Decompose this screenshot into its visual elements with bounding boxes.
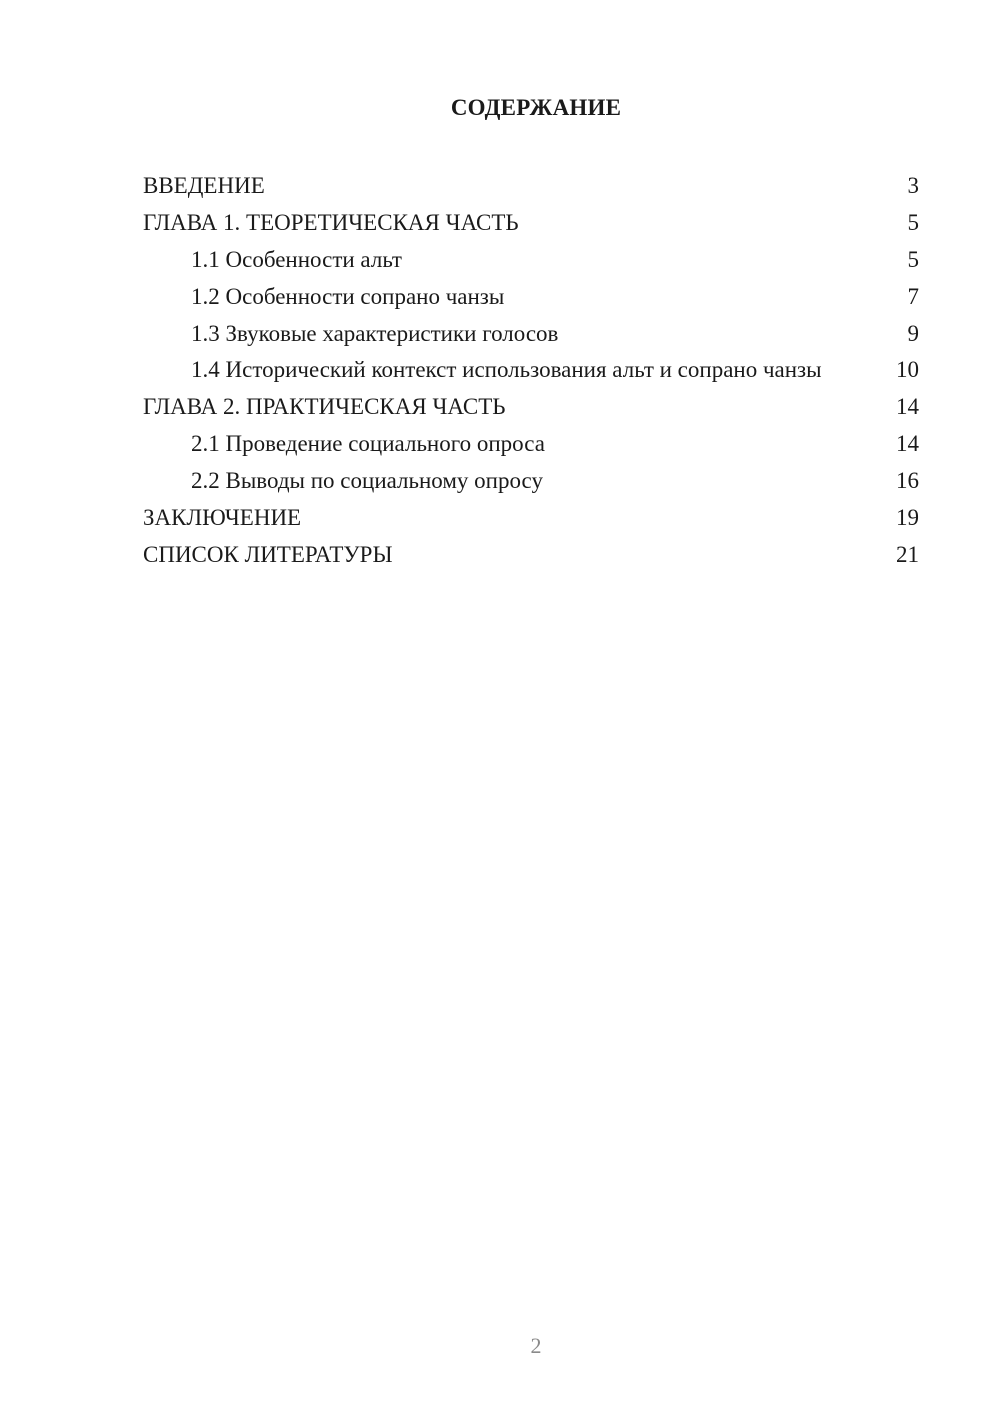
- toc-entry-label: 1.2 Особенности сопрано чанзы: [191, 284, 505, 309]
- toc-entry-chapter-1[interactable]: [143, 204, 919, 241]
- toc-entry-label: 2.1 Проведение социального опроса: [191, 431, 545, 456]
- toc-entry-label: 1.4 Исторический контекст использования альт и сопрано чанзы: [191, 357, 822, 382]
- toc-entry-page: 10: [896, 357, 919, 382]
- toc-entry-section-2-2[interactable]: [143, 462, 919, 499]
- toc-entry-page: 21: [896, 542, 919, 567]
- toc-entry-label: ГЛАВА 2. ПРАКТИЧЕСКАЯ ЧАСТЬ: [143, 394, 506, 419]
- toc-entry-introduction[interactable]: [143, 167, 919, 204]
- page-number: 2: [530, 1333, 542, 1358]
- toc-entry-page: 14: [896, 394, 919, 419]
- toc-entry-page: 5: [907, 210, 919, 235]
- toc-entry-section-2-1[interactable]: [143, 425, 919, 462]
- toc-entry-label: ВВЕДЕНИЕ: [143, 173, 265, 198]
- toc-entry-section-1-4[interactable]: [143, 352, 919, 388]
- toc-entry-page: 3: [907, 173, 919, 198]
- toc-entry-label: 1.3 Звуковые характеристики голосов: [191, 321, 559, 346]
- toc-entry-label: СПИСОК ЛИТЕРАТУРЫ: [143, 542, 393, 567]
- toc-entry-label: ГЛАВА 1. ТЕОРЕТИЧЕСКАЯ ЧАСТЬ: [143, 210, 519, 235]
- toc-entry-page: 16: [896, 468, 919, 493]
- toc-entry-conclusion[interactable]: [143, 499, 919, 536]
- toc-entry-section-1-3[interactable]: [143, 315, 919, 352]
- toc-entry-page: 5: [907, 247, 919, 272]
- toc-title: СОДЕРЖАНИЕ: [450, 95, 622, 120]
- toc-entry-section-1-2[interactable]: [143, 278, 919, 315]
- toc-entry-page: 9: [907, 321, 919, 346]
- toc-entry-page: 19: [896, 505, 919, 530]
- toc-entry-page: 14: [896, 431, 919, 456]
- table-of-contents: [143, 167, 919, 573]
- toc-entry-bibliography[interactable]: [143, 536, 919, 573]
- toc-entry-label: 2.2 Выводы по социальному опросу: [191, 468, 543, 493]
- toc-entry-section-1-1[interactable]: [143, 241, 919, 278]
- toc-entry-label: ЗАКЛЮЧЕНИЕ: [143, 505, 302, 530]
- toc-entry-page: 7: [907, 284, 919, 309]
- toc-entry-chapter-2[interactable]: [143, 388, 919, 425]
- toc-entry-label: 1.1 Особенности альт: [191, 247, 402, 272]
